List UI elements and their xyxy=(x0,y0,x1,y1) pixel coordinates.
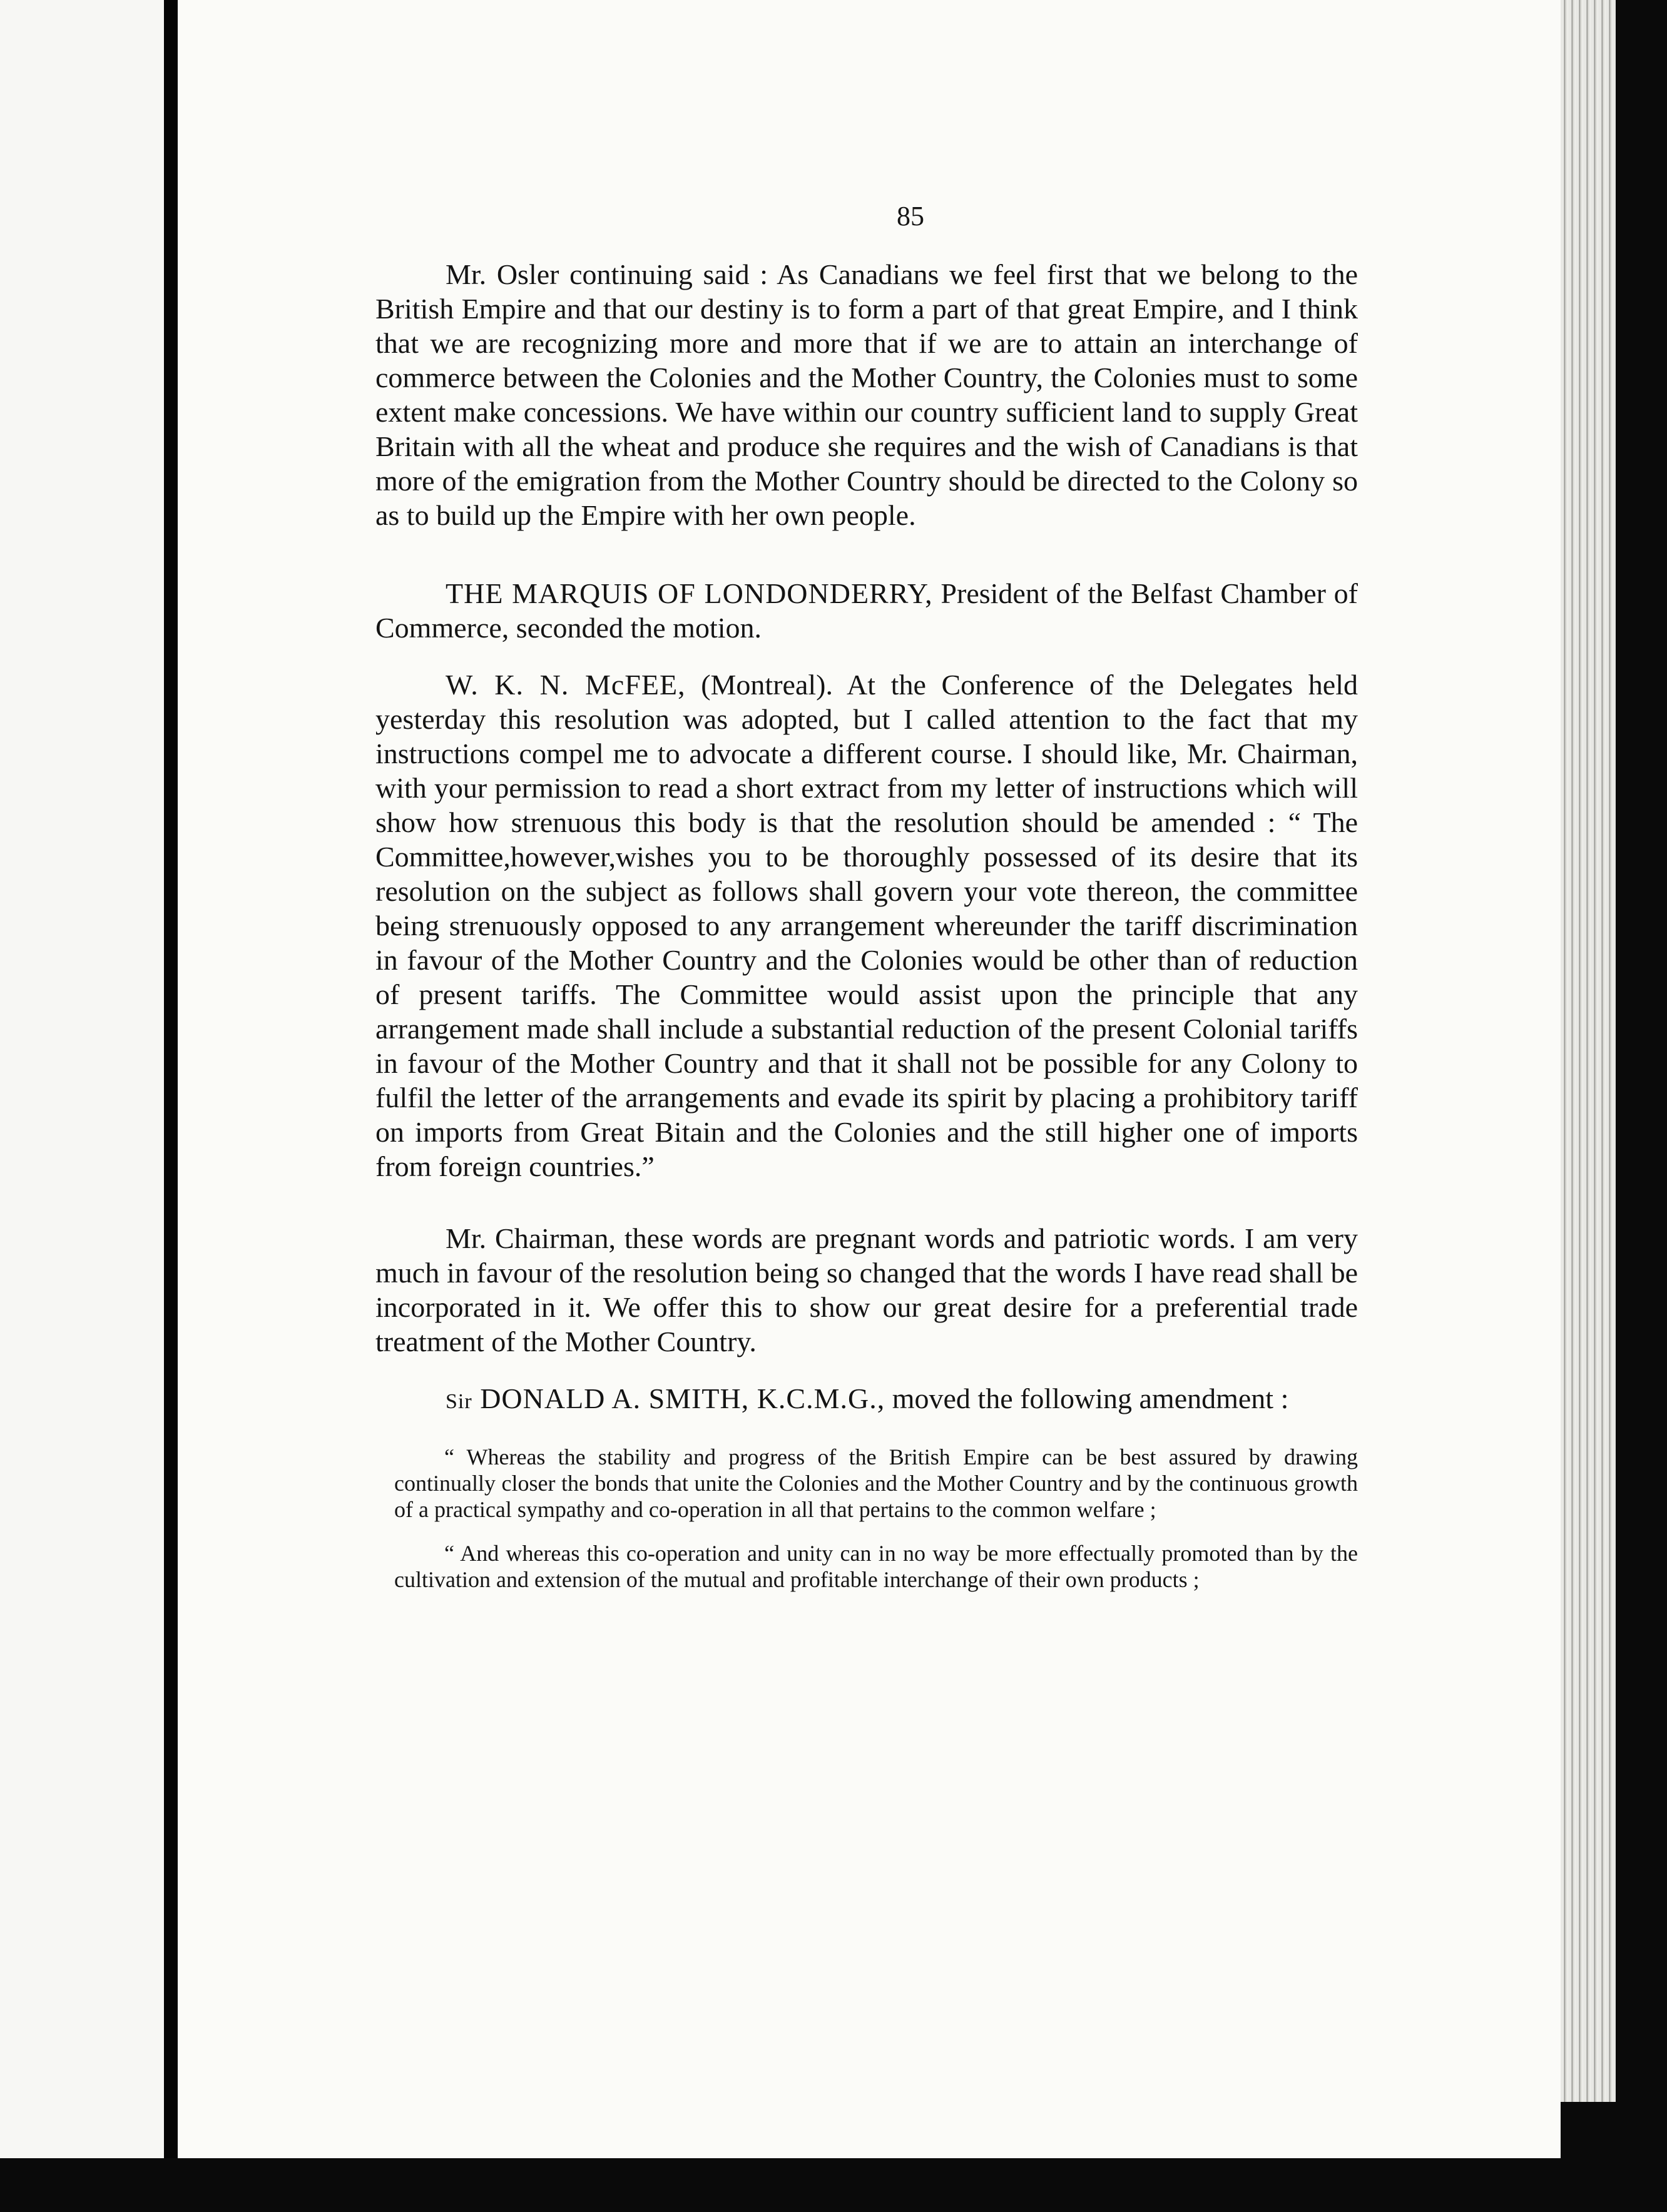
amendment-quote xyxy=(375,1444,1358,1593)
speaker-name: W. K. N. McFEE, xyxy=(446,669,686,701)
paragraph-mcfee xyxy=(375,667,1358,1184)
paragraph-smith xyxy=(375,1381,1358,1419)
paragraph-chairman: Mr. Chairman, these words are pregnant words and patriotic words. I am very much in favour of the resolution being so changed that the words I have read shall be incorporated in it. We offer this to show our great desire for a preferential trade treatment of the Mother Country. xyxy=(375,1222,1358,1357)
scan-bottom-border xyxy=(0,2158,1667,2212)
title-prefix: Sir xyxy=(446,1390,472,1413)
page-number: 85 xyxy=(897,201,924,231)
speaker-name: DONALD A. SMITH, K.C.M.G., xyxy=(472,1382,885,1414)
book-gutter xyxy=(164,0,178,2212)
amendment-clause-1: “ Whereas the stability and progress of the British Empire can be best assured by drawing continually closer the bonds that unite the Colonies and the Mother Country and by the continuous growth of a practical sympathy and co-operation in all that pertains to the common welfare ; xyxy=(394,1444,1358,1522)
paragraph-osler: Mr. Osler continuing said : As Canadians we feel first that we belong to the British Empire and that our destiny is to form a part of that great Empire, and I think that we are recognizing more and more that if we are to attain an interchange of commerce between the Colonies and the Mother Country, the Colonies must to some extent make concessions. We have within our country sufficient land to supply Great Britain with all the wheat and produce she requires and the wish of Canadians is that more of the emigration from the Mother Country should be directed to the Colony so as to build up the Empire with her own people. xyxy=(375,258,1358,531)
page-text xyxy=(375,200,1358,1593)
speaker-name: THE MARQUIS OF LONDONDERRY, xyxy=(446,577,933,609)
page-stack-edges xyxy=(1561,0,1616,2102)
left-page-edge xyxy=(0,0,164,2212)
amendment-clause-2: “ And whereas this co-operation and unity can in no way be more effectually promoted than by the cultivation and extension of the mutual and profitable interchange of their own products ; xyxy=(394,1541,1358,1592)
paragraph-text: (Montreal). At the Conference of the Delegates held yesterday this resolution was adopted, but I called attention to the fact that my instructions compel me to advocate a different course. I should like, Mr. Chairman, with your permission to read a short extract from my letter of instructions which will show how strenuous this body is that the resolution should be amended : “ The Committee,however,wishes you to be thoroughly possessed of its desire that its resolution on the subject as follows shall govern your vote thereon, the committee being strenuously opposed to any arrangement whereunder the tariff discrimination in favour of the Mother Country and the Colonies would be other than of reduction of present tariffs. The Committee would assist upon the principle that any arrangement made shall include a substantial reduction of the present Colonial tariffs in favour of the Mother Country and that it shall not be possible for any Colony to fulfil the letter of the arrangements and evade its spirit by placing a prohibitory tariff on imports from Great Bitain and the Colonies and the still higher one of imports from foreign countries.” xyxy=(375,669,1358,1182)
paragraph-londonderry xyxy=(375,576,1358,645)
paragraph-text: President of the Belfast Chamber of Commerce, seconded the motion. xyxy=(375,577,1358,644)
paragraph-text: moved the following amendment : xyxy=(885,1382,1289,1414)
